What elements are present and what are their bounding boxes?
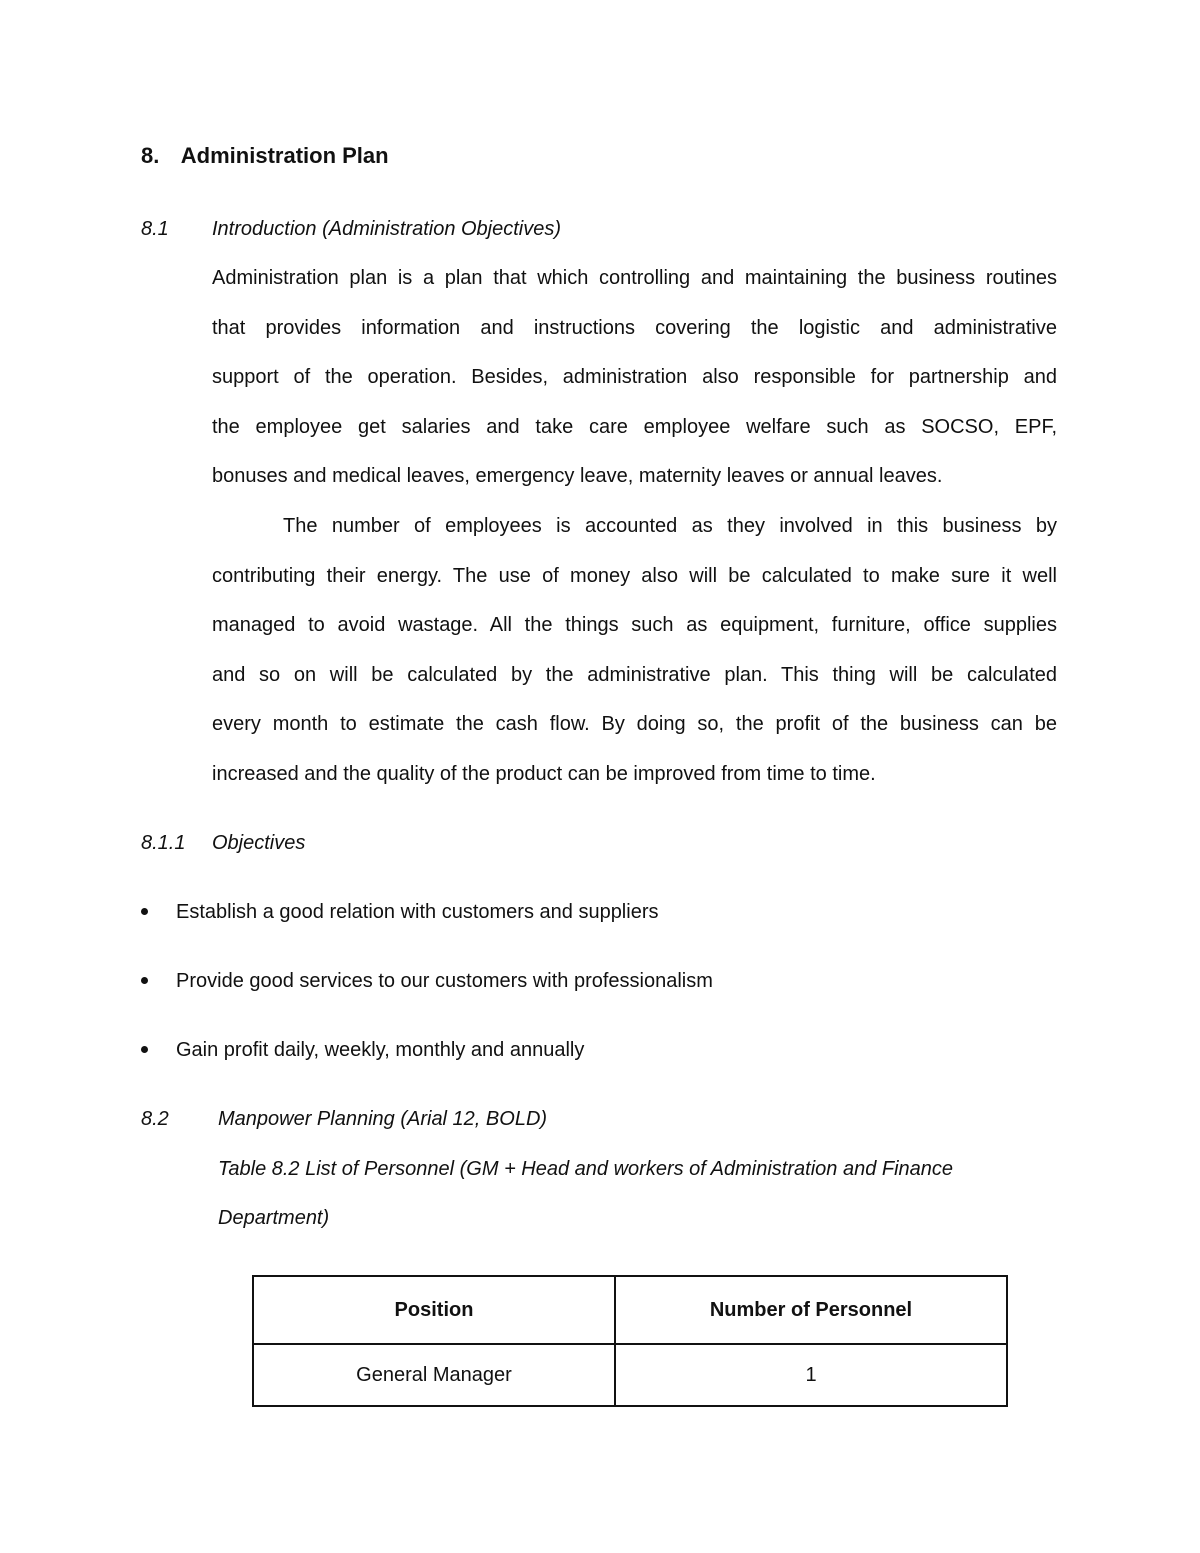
bullet-icon bbox=[141, 908, 148, 915]
bullet-icon bbox=[141, 1046, 148, 1053]
objectives-number: 8.1.1 bbox=[141, 832, 186, 854]
section-number: 8. bbox=[141, 143, 160, 168]
paragraph-line: that provides information and instructions covering the logistic and administrative bbox=[212, 317, 1057, 339]
table-header-row bbox=[253, 1276, 1007, 1344]
paragraph-line: Administration plan is a plan that which controlling and maintaining the business routines bbox=[212, 267, 1057, 289]
paragraph-line: and so on will be calculated by the administrative plan. This thing will be calculated bbox=[212, 664, 1057, 686]
section-title: Administration Plan bbox=[180, 143, 389, 168]
paragraph-line: The number of employees is accounted as they involved in this business by bbox=[283, 515, 1057, 537]
paragraph-line: contributing their energy. The use of money also will be calculated to make sure it well bbox=[212, 565, 1057, 587]
bullet-icon bbox=[141, 977, 148, 984]
personnel-table bbox=[252, 1275, 1008, 1407]
objective-item: Gain profit daily, weekly, monthly and annually bbox=[176, 1039, 585, 1061]
paragraph-line: increased and the quality of the product can be improved from time to time. bbox=[212, 763, 876, 785]
manpower-number: 8.2 bbox=[141, 1108, 169, 1130]
cell-position: General Manager bbox=[253, 1344, 615, 1406]
objectives-title: Objectives bbox=[212, 832, 306, 854]
intro-number: 8.1 bbox=[141, 218, 169, 240]
paragraph-line: every month to estimate the cash flow. By doing so, the profit of the business can be bbox=[212, 713, 1057, 735]
intro-title: Introduction (Administration Objectives) bbox=[212, 218, 562, 240]
header-number-of-personnel: Number of Personnel bbox=[615, 1276, 1007, 1344]
objective-item: Establish a good relation with customers and suppliers bbox=[176, 901, 659, 923]
table-caption-line-2: Department) bbox=[218, 1207, 330, 1229]
paragraph-line: support of the operation. Besides, administration also responsible for partnership and bbox=[212, 366, 1057, 388]
cell-number: 1 bbox=[615, 1344, 1007, 1406]
manpower-title: Manpower Planning (Arial 12, BOLD) bbox=[218, 1108, 548, 1130]
table-row bbox=[253, 1344, 1007, 1406]
header-position: Position bbox=[253, 1276, 615, 1344]
objective-item: Provide good services to our customers with professionalism bbox=[176, 970, 713, 992]
paragraph-line: bonuses and medical leaves, emergency leave, maternity leaves or annual leaves. bbox=[212, 465, 943, 487]
paragraph-line: managed to avoid wastage. All the things such as equipment, furniture, office supplies bbox=[212, 614, 1057, 636]
table-caption-line-1: Table 8.2 List of Personnel (GM + Head and workers of Administration and Finance bbox=[218, 1158, 954, 1180]
section-heading bbox=[141, 143, 389, 169]
paragraph-line: the employee get salaries and take care employee welfare such as SOCSO, EPF, bbox=[212, 416, 1057, 438]
